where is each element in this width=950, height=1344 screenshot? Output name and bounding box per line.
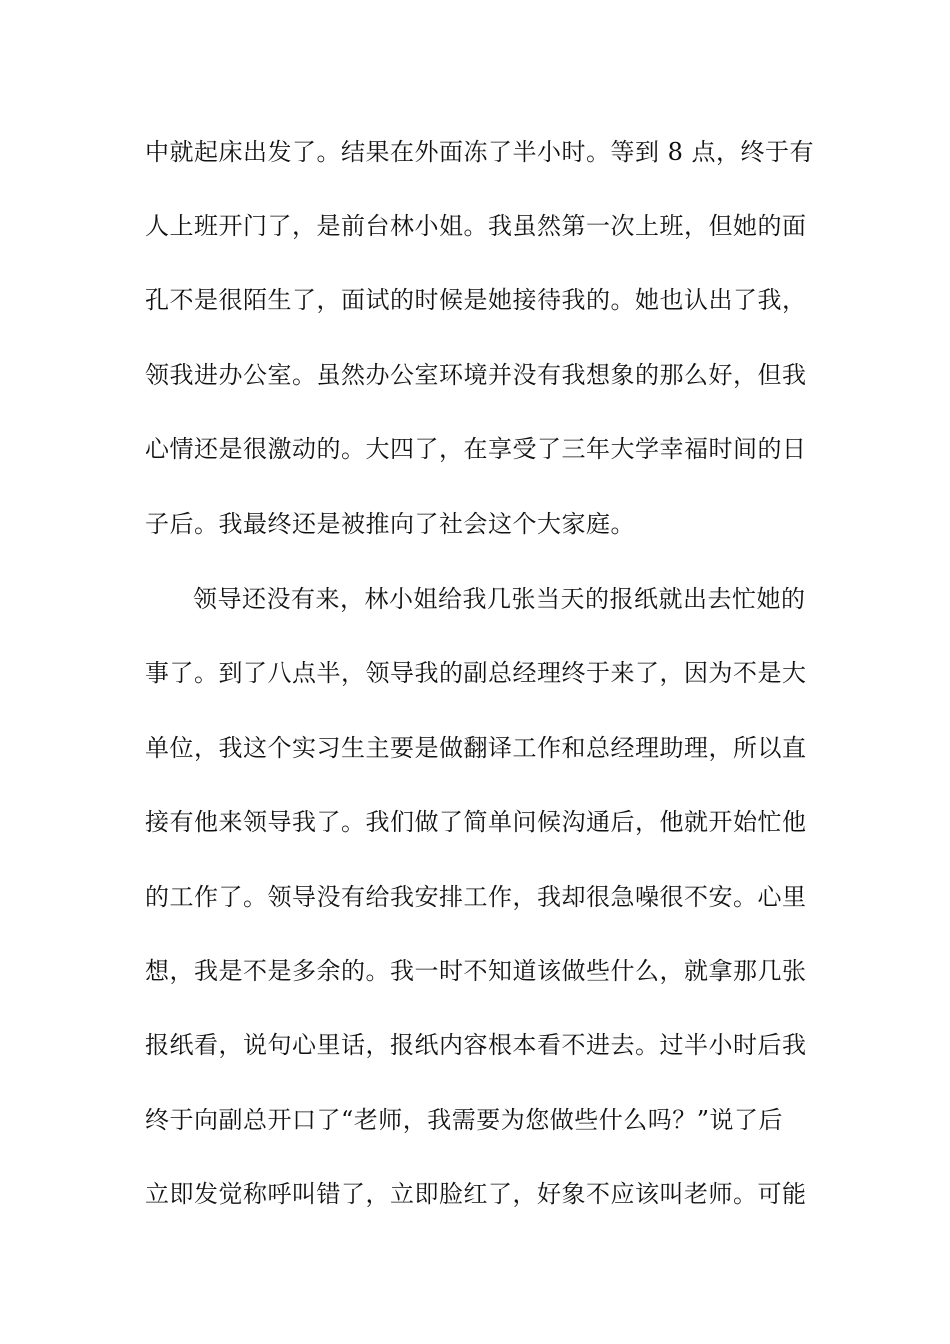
text-line: 的工作了。领导没有给我安排工作，我却很急噪很不安。心里	[145, 883, 807, 911]
text-line: 子后。我最终还是被推向了社会这个大家庭。	[145, 510, 635, 538]
text-line: 单位，我这个实习生主要是做翻译工作和总经理助理，所以直	[145, 734, 807, 762]
text-line: 心情还是很激动的。大四了，在享受了三年大学幸福时间的日	[145, 435, 807, 463]
text-line: 领我进办公室。虽然办公室环境并没有我想象的那么好，但我	[145, 361, 807, 389]
text-line: 孔不是很陌生了，面试的时候是她接待我的。她也认出了我，	[145, 286, 807, 314]
text-line: 立即发觉称呼叫错了，立即脸红了，好象不应该叫老师。可能	[145, 1180, 807, 1208]
text-line: 想，我是不是多余的。我一时不知道该做些什么，就拿那几张	[145, 957, 807, 985]
text-line: 人上班开门了，是前台林小姐。我虽然第一次上班，但她的面	[145, 212, 807, 240]
text-line: 事了。到了八点半，领导我的副总经理终于来了，因为不是大	[145, 659, 807, 687]
text-line: 终于向副总开口了“老师，我需要为您做些什么吗？”说了后	[145, 1106, 784, 1134]
text-line: 报纸看，说句心里话，报纸内容根本看不进去。过半小时后我	[145, 1031, 807, 1059]
text-line: 中就起床出发了。结果在外面冻了半小时。等到 8 点，终于有	[145, 138, 815, 166]
text-line-paragraph-start: 领导还没有来，林小姐给我几张当天的报纸就出去忙她的	[193, 585, 806, 613]
text-line: 接有他来领导我了。我们做了简单问候沟通后，他就开始忙他	[145, 808, 807, 836]
